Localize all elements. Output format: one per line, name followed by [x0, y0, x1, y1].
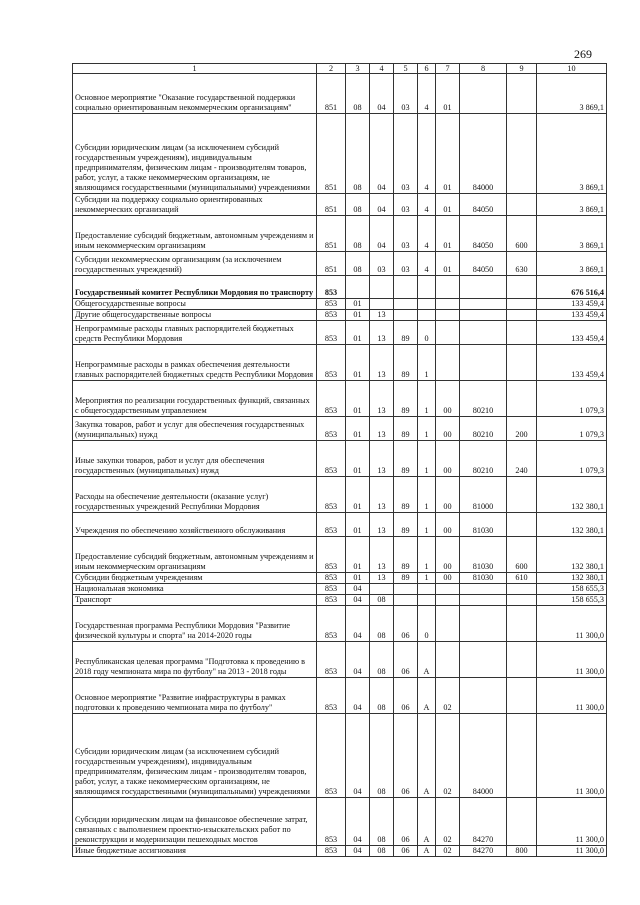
- amount-cell: 11 300,0: [537, 846, 607, 857]
- expense-type-cell: [507, 477, 537, 513]
- amount-cell: 3 869,1: [537, 74, 607, 114]
- admin-code-cell: 853: [317, 714, 346, 798]
- measure-cell: [436, 345, 460, 381]
- table-row: [73, 381, 607, 417]
- row-name-cell: Расходы на обеспечение деятельности (оказание услуг) государственных учреждений Республики Мордовия: [73, 477, 317, 513]
- amount-cell: 133 459,4: [537, 310, 607, 321]
- admin-code-cell: 853: [317, 642, 346, 678]
- direction-cell: [460, 584, 507, 595]
- direction-cell: [460, 606, 507, 642]
- subprogram-cell: 1: [418, 573, 436, 584]
- measure-cell: 00: [436, 417, 460, 441]
- row-name-cell: Государственная программа Республики Мордовия "Развитие физической культуры и спорта" на 2014-2020 годы: [73, 606, 317, 642]
- row-name-cell: Учреждения по обеспечению хозяйственного обслуживания: [73, 513, 317, 537]
- amount-cell: 1 079,3: [537, 381, 607, 417]
- amount-cell: 11 300,0: [537, 678, 607, 714]
- subprogram-cell: [418, 595, 436, 606]
- subsection-cell: [370, 584, 394, 595]
- measure-cell: [436, 642, 460, 678]
- measure-cell: 00: [436, 513, 460, 537]
- direction-cell: 80210: [460, 417, 507, 441]
- expense-type-cell: [507, 798, 537, 846]
- subprogram-cell: А: [418, 714, 436, 798]
- row-name-cell: Государственный комитет Республики Мордовия по транспорту: [73, 276, 317, 299]
- program-cell: 89: [394, 573, 418, 584]
- subprogram-cell: 1: [418, 537, 436, 573]
- measure-cell: 00: [436, 537, 460, 573]
- admin-code-cell: 853: [317, 678, 346, 714]
- expense-type-cell: [507, 381, 537, 417]
- table-row: [73, 537, 607, 573]
- admin-code-cell: 853: [317, 310, 346, 321]
- subsection-cell: 08: [370, 678, 394, 714]
- measure-cell: 02: [436, 714, 460, 798]
- admin-code-cell: 851: [317, 252, 346, 276]
- table-row: [73, 678, 607, 714]
- table-row: [73, 194, 607, 216]
- expense-type-cell: 240: [507, 441, 537, 477]
- admin-code-cell: 853: [317, 513, 346, 537]
- subsection-cell: 13: [370, 573, 394, 584]
- measure-cell: [436, 584, 460, 595]
- direction-cell: 81030: [460, 513, 507, 537]
- amount-cell: 1 079,3: [537, 417, 607, 441]
- expense-type-cell: [507, 299, 537, 310]
- subprogram-cell: 4: [418, 114, 436, 194]
- section-cell: 01: [346, 513, 370, 537]
- section-cell: 08: [346, 194, 370, 216]
- subsection-cell: 04: [370, 194, 394, 216]
- column-header: 5: [394, 64, 418, 74]
- direction-cell: 84270: [460, 846, 507, 857]
- measure-cell: 01: [436, 114, 460, 194]
- admin-code-cell: 853: [317, 584, 346, 595]
- subsection-cell: 13: [370, 321, 394, 345]
- admin-code-cell: 851: [317, 216, 346, 252]
- expense-type-cell: [507, 310, 537, 321]
- row-name-cell: Иные закупки товаров, работ и услуг для обеспечения государственных (муниципальных) нужд: [73, 441, 317, 477]
- subsection-cell: 08: [370, 642, 394, 678]
- subsection-cell: 08: [370, 846, 394, 857]
- header-row: [73, 64, 607, 74]
- expense-type-cell: 630: [507, 252, 537, 276]
- direction-cell: [460, 678, 507, 714]
- table-row: [73, 846, 607, 857]
- program-cell: 06: [394, 798, 418, 846]
- column-header: 7: [436, 64, 460, 74]
- admin-code-cell: 853: [317, 321, 346, 345]
- direction-cell: 84050: [460, 252, 507, 276]
- direction-cell: [460, 595, 507, 606]
- direction-cell: 84270: [460, 798, 507, 846]
- section-cell: 01: [346, 477, 370, 513]
- subprogram-cell: [418, 584, 436, 595]
- direction-cell: 84050: [460, 216, 507, 252]
- program-cell: 89: [394, 477, 418, 513]
- amount-cell: 11 300,0: [537, 642, 607, 678]
- subsection-cell: 08: [370, 798, 394, 846]
- admin-code-cell: 853: [317, 537, 346, 573]
- row-name-cell: Субсидии на поддержку социально ориентированных некоммерческих организаций: [73, 194, 317, 216]
- expense-type-cell: [507, 595, 537, 606]
- section-cell: 04: [346, 595, 370, 606]
- measure-cell: [436, 321, 460, 345]
- direction-cell: 81030: [460, 537, 507, 573]
- admin-code-cell: 853: [317, 846, 346, 857]
- measure-cell: 02: [436, 678, 460, 714]
- section-cell: 01: [346, 381, 370, 417]
- subsection-cell: 08: [370, 606, 394, 642]
- subprogram-cell: 1: [418, 441, 436, 477]
- admin-code-cell: 851: [317, 74, 346, 114]
- subprogram-cell: 0: [418, 606, 436, 642]
- subsection-cell: 13: [370, 381, 394, 417]
- amount-cell: 133 459,4: [537, 321, 607, 345]
- section-cell: 04: [346, 642, 370, 678]
- expense-type-cell: [507, 513, 537, 537]
- program-cell: 03: [394, 74, 418, 114]
- table-row: [73, 606, 607, 642]
- measure-cell: 02: [436, 846, 460, 857]
- direction-cell: [460, 321, 507, 345]
- expense-type-cell: [507, 194, 537, 216]
- subsection-cell: 13: [370, 537, 394, 573]
- admin-code-cell: 853: [317, 345, 346, 381]
- column-header: 8: [460, 64, 507, 74]
- direction-cell: [460, 276, 507, 299]
- amount-cell: 11 300,0: [537, 798, 607, 846]
- program-cell: 06: [394, 714, 418, 798]
- direction-cell: 84000: [460, 114, 507, 194]
- program-cell: 06: [394, 606, 418, 642]
- measure-cell: [436, 595, 460, 606]
- expense-type-cell: [507, 74, 537, 114]
- amount-cell: 3 869,1: [537, 114, 607, 194]
- column-header: 9: [507, 64, 537, 74]
- measure-cell: 00: [436, 573, 460, 584]
- program-cell: 89: [394, 345, 418, 381]
- row-name-cell: Республиканская целевая программа "Подготовка к проведению в 2018 году чемпионата мира по футболу" на 2013 - 2018 годы: [73, 642, 317, 678]
- column-header: 3: [346, 64, 370, 74]
- amount-cell: 133 459,4: [537, 345, 607, 381]
- subprogram-cell: [418, 276, 436, 299]
- section-cell: 04: [346, 584, 370, 595]
- direction-cell: [460, 310, 507, 321]
- program-cell: 06: [394, 642, 418, 678]
- section-cell: 08: [346, 216, 370, 252]
- program-cell: 06: [394, 846, 418, 857]
- section-cell: 04: [346, 846, 370, 857]
- row-name-cell: Субсидии юридическим лицам на финансовое обеспечение затрат, связанных с выполнением проектно-изыскательских работ по реконструкции и модернизации пешеходных мостов: [73, 798, 317, 846]
- admin-code-cell: 853: [317, 798, 346, 846]
- section-cell: 01: [346, 537, 370, 573]
- row-name-cell: Транспорт: [73, 595, 317, 606]
- subprogram-cell: 4: [418, 216, 436, 252]
- section-cell: 01: [346, 310, 370, 321]
- subprogram-cell: 1: [418, 513, 436, 537]
- subsection-cell: 13: [370, 477, 394, 513]
- amount-cell: 3 869,1: [537, 194, 607, 216]
- amount-cell: 132 380,1: [537, 477, 607, 513]
- row-name-cell: Субсидии юридическим лицам (за исключением субсидий государственным учреждениям), индивидуальным предпринимателям, физическим лицам - производителям товаров, работ, услуг, а также некоммерческим организациям, не являющимся государственными (муниципальными) учреждениями: [73, 114, 317, 194]
- budget-table: [72, 63, 607, 857]
- subsection-cell: 08: [370, 714, 394, 798]
- subsection-cell: 04: [370, 114, 394, 194]
- measure-cell: [436, 606, 460, 642]
- row-name-cell: Субсидии бюджетным учреждениям: [73, 573, 317, 584]
- row-name-cell: Предоставление субсидий бюджетным, автономным учреждениям и иным некоммерческим организациям: [73, 216, 317, 252]
- row-name-cell: Национальная экономика: [73, 584, 317, 595]
- row-name-cell: Другие общегосударственные вопросы: [73, 310, 317, 321]
- amount-cell: 3 869,1: [537, 252, 607, 276]
- subprogram-cell: 1: [418, 417, 436, 441]
- subprogram-cell: 0: [418, 321, 436, 345]
- measure-cell: 02: [436, 798, 460, 846]
- subsection-cell: 03: [370, 252, 394, 276]
- column-header: 2: [317, 64, 346, 74]
- section-cell: 04: [346, 678, 370, 714]
- table-row: [73, 276, 607, 299]
- amount-cell: 132 380,1: [537, 537, 607, 573]
- program-cell: 03: [394, 194, 418, 216]
- program-cell: [394, 276, 418, 299]
- direction-cell: [460, 642, 507, 678]
- admin-code-cell: 851: [317, 114, 346, 194]
- measure-cell: [436, 310, 460, 321]
- direction-cell: 80210: [460, 441, 507, 477]
- subsection-cell: 04: [370, 74, 394, 114]
- measure-cell: 00: [436, 477, 460, 513]
- column-header: 1: [73, 64, 317, 74]
- admin-code-cell: 851: [317, 194, 346, 216]
- measure-cell: 01: [436, 194, 460, 216]
- section-cell: 01: [346, 321, 370, 345]
- program-cell: 89: [394, 321, 418, 345]
- direction-cell: 80210: [460, 381, 507, 417]
- subprogram-cell: 4: [418, 252, 436, 276]
- expense-type-cell: 600: [507, 216, 537, 252]
- column-header: 4: [370, 64, 394, 74]
- table-row: [73, 114, 607, 194]
- table-row: [73, 252, 607, 276]
- program-cell: 03: [394, 252, 418, 276]
- program-cell: 03: [394, 216, 418, 252]
- admin-code-cell: 853: [317, 381, 346, 417]
- measure-cell: [436, 276, 460, 299]
- row-name-cell: Основное мероприятие "Развитие инфраструктуры в рамках подготовки к проведению чемпионата мира по футболу": [73, 678, 317, 714]
- admin-code-cell: 853: [317, 573, 346, 584]
- row-name-cell: Субсидии юридическим лицам (за исключением субсидий государственным учреждениям), индивидуальным предпринимателям, физическим лицам - производителям товаров, работ, услуг, а также некоммерческим организациям, не являющимся государственными (муниципальными) учреждениями: [73, 714, 317, 798]
- row-name-cell: Закупка товаров, работ и услуг для обеспечения государственных (муниципальных) нужд: [73, 417, 317, 441]
- admin-code-cell: 853: [317, 441, 346, 477]
- direction-cell: [460, 74, 507, 114]
- program-cell: 89: [394, 417, 418, 441]
- program-cell: [394, 584, 418, 595]
- measure-cell: 01: [436, 74, 460, 114]
- subprogram-cell: [418, 299, 436, 310]
- column-header: 6: [418, 64, 436, 74]
- row-name-cell: Иные бюджетные ассигнования: [73, 846, 317, 857]
- measure-cell: 00: [436, 441, 460, 477]
- amount-cell: 676 516,4: [537, 276, 607, 299]
- program-cell: 03: [394, 114, 418, 194]
- direction-cell: 81030: [460, 573, 507, 584]
- amount-cell: 158 655,3: [537, 584, 607, 595]
- program-cell: 89: [394, 441, 418, 477]
- section-cell: 08: [346, 114, 370, 194]
- subprogram-cell: А: [418, 798, 436, 846]
- table-row: [73, 513, 607, 537]
- admin-code-cell: 853: [317, 417, 346, 441]
- admin-code-cell: 853: [317, 276, 346, 299]
- row-name-cell: Субсидии некоммерческим организациям (за исключением государственных учреждений): [73, 252, 317, 276]
- table-row: [73, 477, 607, 513]
- section-cell: 04: [346, 606, 370, 642]
- direction-cell: 84000: [460, 714, 507, 798]
- expense-type-cell: [507, 114, 537, 194]
- amount-cell: 132 380,1: [537, 573, 607, 584]
- subsection-cell: 13: [370, 345, 394, 381]
- subprogram-cell: [418, 310, 436, 321]
- subsection-cell: 13: [370, 513, 394, 537]
- table-row: [73, 441, 607, 477]
- row-name-cell: Мероприятия по реализации государственных функций, связанных с общегосударственным управлением: [73, 381, 317, 417]
- expense-type-cell: [507, 321, 537, 345]
- expense-type-cell: 610: [507, 573, 537, 584]
- section-cell: 01: [346, 441, 370, 477]
- amount-cell: 1 079,3: [537, 441, 607, 477]
- amount-cell: 3 869,1: [537, 216, 607, 252]
- expense-type-cell: [507, 345, 537, 381]
- table-row: [73, 345, 607, 381]
- amount-cell: 132 380,1: [537, 513, 607, 537]
- subsection-cell: [370, 276, 394, 299]
- measure-cell: 00: [436, 381, 460, 417]
- expense-type-cell: 800: [507, 846, 537, 857]
- table-row: [73, 321, 607, 345]
- subsection-cell: [370, 299, 394, 310]
- subprogram-cell: 1: [418, 345, 436, 381]
- table-row: [73, 595, 607, 606]
- expense-type-cell: [507, 678, 537, 714]
- expense-type-cell: 200: [507, 417, 537, 441]
- section-cell: 08: [346, 74, 370, 114]
- expense-type-cell: 600: [507, 537, 537, 573]
- program-cell: 89: [394, 537, 418, 573]
- row-name-cell: Непрограммные расходы главных распорядителей бюджетных средств Республики Мордовия: [73, 321, 317, 345]
- measure-cell: [436, 299, 460, 310]
- subsection-cell: 08: [370, 595, 394, 606]
- table-row: [73, 216, 607, 252]
- direction-cell: 84050: [460, 194, 507, 216]
- subprogram-cell: 4: [418, 74, 436, 114]
- subsection-cell: 13: [370, 310, 394, 321]
- section-cell: 01: [346, 299, 370, 310]
- expense-type-cell: [507, 584, 537, 595]
- table-row: [73, 299, 607, 310]
- subprogram-cell: 1: [418, 381, 436, 417]
- direction-cell: [460, 299, 507, 310]
- subprogram-cell: А: [418, 678, 436, 714]
- table-row: [73, 714, 607, 798]
- row-name-cell: Основное мероприятие "Оказание государственной поддержки социально ориентированным некоммерческим организациям": [73, 74, 317, 114]
- amount-cell: 11 300,0: [537, 606, 607, 642]
- program-cell: 06: [394, 678, 418, 714]
- table-row: [73, 74, 607, 114]
- expense-type-cell: [507, 714, 537, 798]
- amount-cell: 133 459,4: [537, 299, 607, 310]
- expense-type-cell: [507, 276, 537, 299]
- section-cell: 01: [346, 417, 370, 441]
- row-name-cell: Предоставление субсидий бюджетным, автономным учреждениям и иным некоммерческим организациям: [73, 537, 317, 573]
- program-cell: [394, 299, 418, 310]
- table-row: [73, 584, 607, 595]
- expense-type-cell: [507, 606, 537, 642]
- column-header: 10: [537, 64, 607, 74]
- amount-cell: 158 655,3: [537, 595, 607, 606]
- table-row: [73, 642, 607, 678]
- admin-code-cell: 853: [317, 299, 346, 310]
- measure-cell: 01: [436, 252, 460, 276]
- table-row: [73, 573, 607, 584]
- section-cell: 08: [346, 252, 370, 276]
- subprogram-cell: А: [418, 642, 436, 678]
- program-cell: [394, 310, 418, 321]
- subprogram-cell: А: [418, 846, 436, 857]
- program-cell: 89: [394, 381, 418, 417]
- admin-code-cell: 853: [317, 595, 346, 606]
- table-row: [73, 310, 607, 321]
- section-cell: 01: [346, 345, 370, 381]
- subsection-cell: 04: [370, 216, 394, 252]
- table-row: [73, 798, 607, 846]
- measure-cell: 01: [436, 216, 460, 252]
- subprogram-cell: 4: [418, 194, 436, 216]
- direction-cell: 81000: [460, 477, 507, 513]
- subprogram-cell: 1: [418, 477, 436, 513]
- page-number: 269: [574, 47, 592, 61]
- program-cell: 89: [394, 513, 418, 537]
- subsection-cell: 13: [370, 441, 394, 477]
- section-cell: 04: [346, 798, 370, 846]
- admin-code-cell: 853: [317, 477, 346, 513]
- row-name-cell: Непрограммные расходы в рамках обеспечения деятельности главных распорядителей бюджетных средств Республики Мордовия: [73, 345, 317, 381]
- table-row: [73, 417, 607, 441]
- direction-cell: [460, 345, 507, 381]
- section-cell: 04: [346, 714, 370, 798]
- section-cell: [346, 276, 370, 299]
- admin-code-cell: 853: [317, 606, 346, 642]
- row-name-cell: Общегосударственные вопросы: [73, 299, 317, 310]
- expense-type-cell: [507, 642, 537, 678]
- subsection-cell: 13: [370, 417, 394, 441]
- program-cell: [394, 595, 418, 606]
- section-cell: 01: [346, 573, 370, 584]
- amount-cell: 11 300,0: [537, 714, 607, 798]
